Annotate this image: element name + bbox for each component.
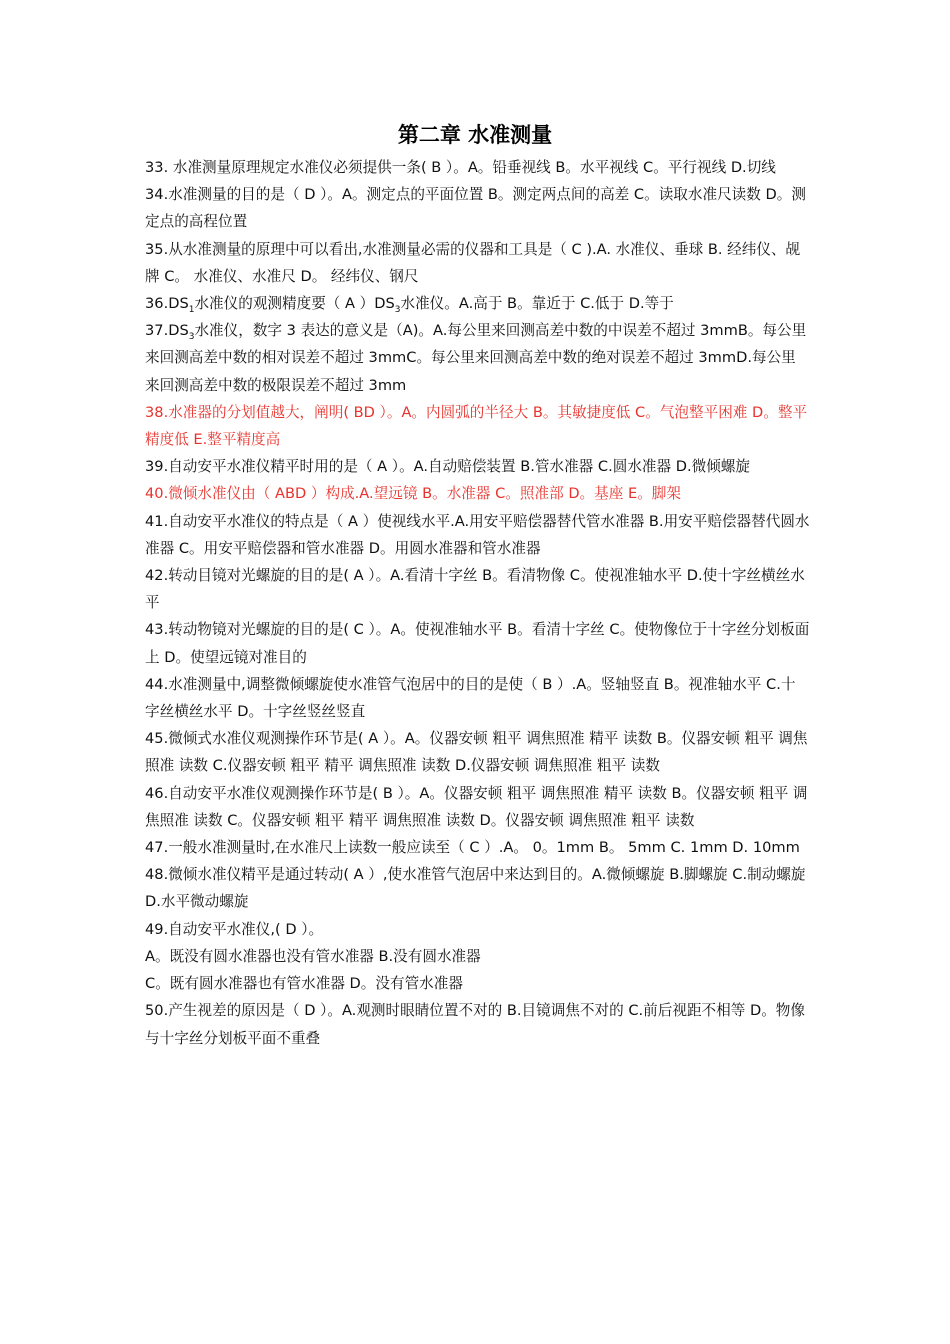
question-q41 — [145, 508, 810, 562]
question-text: 水准仪的观测精度要（ A ）DS — [194, 295, 395, 313]
question-q47 — [145, 834, 810, 861]
question-q48 — [145, 861, 810, 915]
question-q38 — [145, 399, 810, 453]
question-text: 42.转动目镜对光螺旋的目的是( A ）。A.看清十字丝 B。看清物像 C。使视准轴水平 D.使十字丝横丝水平 — [145, 567, 805, 612]
question-text: 45.微倾式水准仪观测操作环节是( A ）。A。仪器安顿 粗平 调焦照准 精平 读数 B。仪器安顿 粗平 调焦照准 读数 C.仪器安顿 粗平 精平 调焦照准 读数 D.仪器安顿 调焦照准 粗平 读数 — [145, 730, 808, 775]
subscript: 3 — [394, 304, 401, 315]
question-text: 35.从水准测量的原理中可以看出,水准测量必需的仪器和工具是（ C ).A. 水准仪、垂球 B. 经纬仪、觇牌 C。 水准仪、水准尺 D。 经纬仪、钢尺 — [145, 240, 801, 285]
question-q45 — [145, 725, 810, 779]
question-text: C。既有圆水准器也有管水准器 D。没有管水准器 — [145, 975, 463, 993]
question-text: 50.产生视差的原因是（ D ）。A.观测时眼睛位置不对的 B.目镜调焦不对的 C.前后视距不相等 D。物像与十字丝分划板平面不重叠 — [145, 1002, 805, 1047]
question-text: 38.水准器的分划值越大，阐明( BD ）。A。内圆弧的半径大 B。其敏捷度低 C。气泡整平困难 D。整平精度低 E.整平精度高 — [145, 403, 808, 449]
question-list — [145, 154, 810, 1052]
question-text: 48.微倾水准仪精平是通过转动( A ）,使水准管气泡居中来达到目的。A.微倾螺旋 B.脚螺旋 C.制动螺旋 D.水平微动螺旋 — [145, 866, 806, 911]
question-text: 39.自动安平水准仪精平时用的是（ A ）。A.自动赔偿装置 B.管水准器 C.圆水准器 D.微倾螺旋 — [145, 458, 750, 476]
question-q49b — [145, 970, 810, 997]
question-q33 — [145, 154, 810, 181]
subscript: 1 — [188, 304, 195, 315]
question-text: 49.自动安平水准仪,( D ）。 — [145, 920, 324, 938]
question-q40 — [145, 480, 810, 507]
question-q34 — [145, 181, 810, 235]
question-q50 — [145, 997, 810, 1051]
question-text: 41.自动安平水准仪的特点是（ A ）使视线水平.A.用安平赔偿器替代管水准器 B.用安平赔偿器替代圆水准器 C。用安平赔偿器和管水准器 D。用圆水准器和管水准器 — [145, 512, 810, 557]
question-text: 34.水准测量的目的是（ D ）。A。测定点的平面位置 B。测定两点间的高差 C。读取水准尺读数 D。测定点的高程位置 — [145, 186, 806, 231]
question-text: 37.DS — [145, 322, 189, 340]
question-q43 — [145, 616, 810, 670]
question-text: 43.转动物镜对光螺旋的目的是( C ）。A。使视准轴水平 B。看清十字丝 C。使物像位于十字丝分划板面上 D。使望远镜对准目的 — [145, 621, 810, 666]
question-q49a — [145, 943, 810, 970]
question-text: A。既没有圆水准器也没有管水准器 B.没有圆水准器 — [145, 947, 481, 965]
question-text: 46.自动安平水准仪观测操作环节是( B ）。A。仪器安顿 粗平 调焦照准 精平 读数 B。仪器安顿 粗平 调焦照准 读数 C。仪器安顿 粗平 精平 调焦照准 读数 D。仪器安顿 调焦照准 粗平 读数 — [145, 784, 808, 829]
question-text: 44.水准测量中,调整微倾螺旋使水准管气泡居中的目的是使（ B ）.A。竖轴竖直 B。视准轴水平 C.十字丝横丝水平 D。十字丝竖丝竖直 — [145, 675, 796, 721]
question-q49 — [145, 916, 810, 943]
question-q35 — [145, 236, 810, 290]
question-q39 — [145, 453, 810, 480]
question-q36 — [145, 290, 810, 317]
question-text: 40.微倾水准仪由（ ABD ）构成.A.望远镜 B。水准器 C。照准部 D。基座 E。脚架 — [145, 485, 681, 503]
subscript: 3 — [188, 332, 195, 343]
question-text: 水准仪。A.高于 B。靠近于 C.低于 D.等于 — [400, 295, 674, 313]
question-text: 33. 水准测量原理规定水准仪必须提供一条( B ）。A。铅垂视线 B。水平视线 C。平行视线 D.切线 — [145, 159, 776, 176]
question-text: 水准仪，数字 3 表达的意义是（A)。A.每公里来回测高差中数的中误差不超过 3mmB。每公里来回测高差中数的相对误差不超过 3mmC。每公里来回测高差中数的绝对误差不超过 3mmD.每公里来回测高差中数的极限误差不超过 3mm — [145, 322, 807, 394]
question-text: 47.一般水准测量时,在水准尺上读数一般应读至（ C ）.A。 0。1mm B。 5mm C. 1mm D. 10mm — [145, 839, 800, 857]
question-q44 — [145, 671, 810, 725]
question-q37 — [145, 317, 810, 399]
question-q46 — [145, 780, 810, 834]
question-text: 36.DS — [145, 295, 189, 313]
question-q42 — [145, 562, 810, 616]
chapter-title: 第二章 水准测量 — [397, 123, 553, 147]
